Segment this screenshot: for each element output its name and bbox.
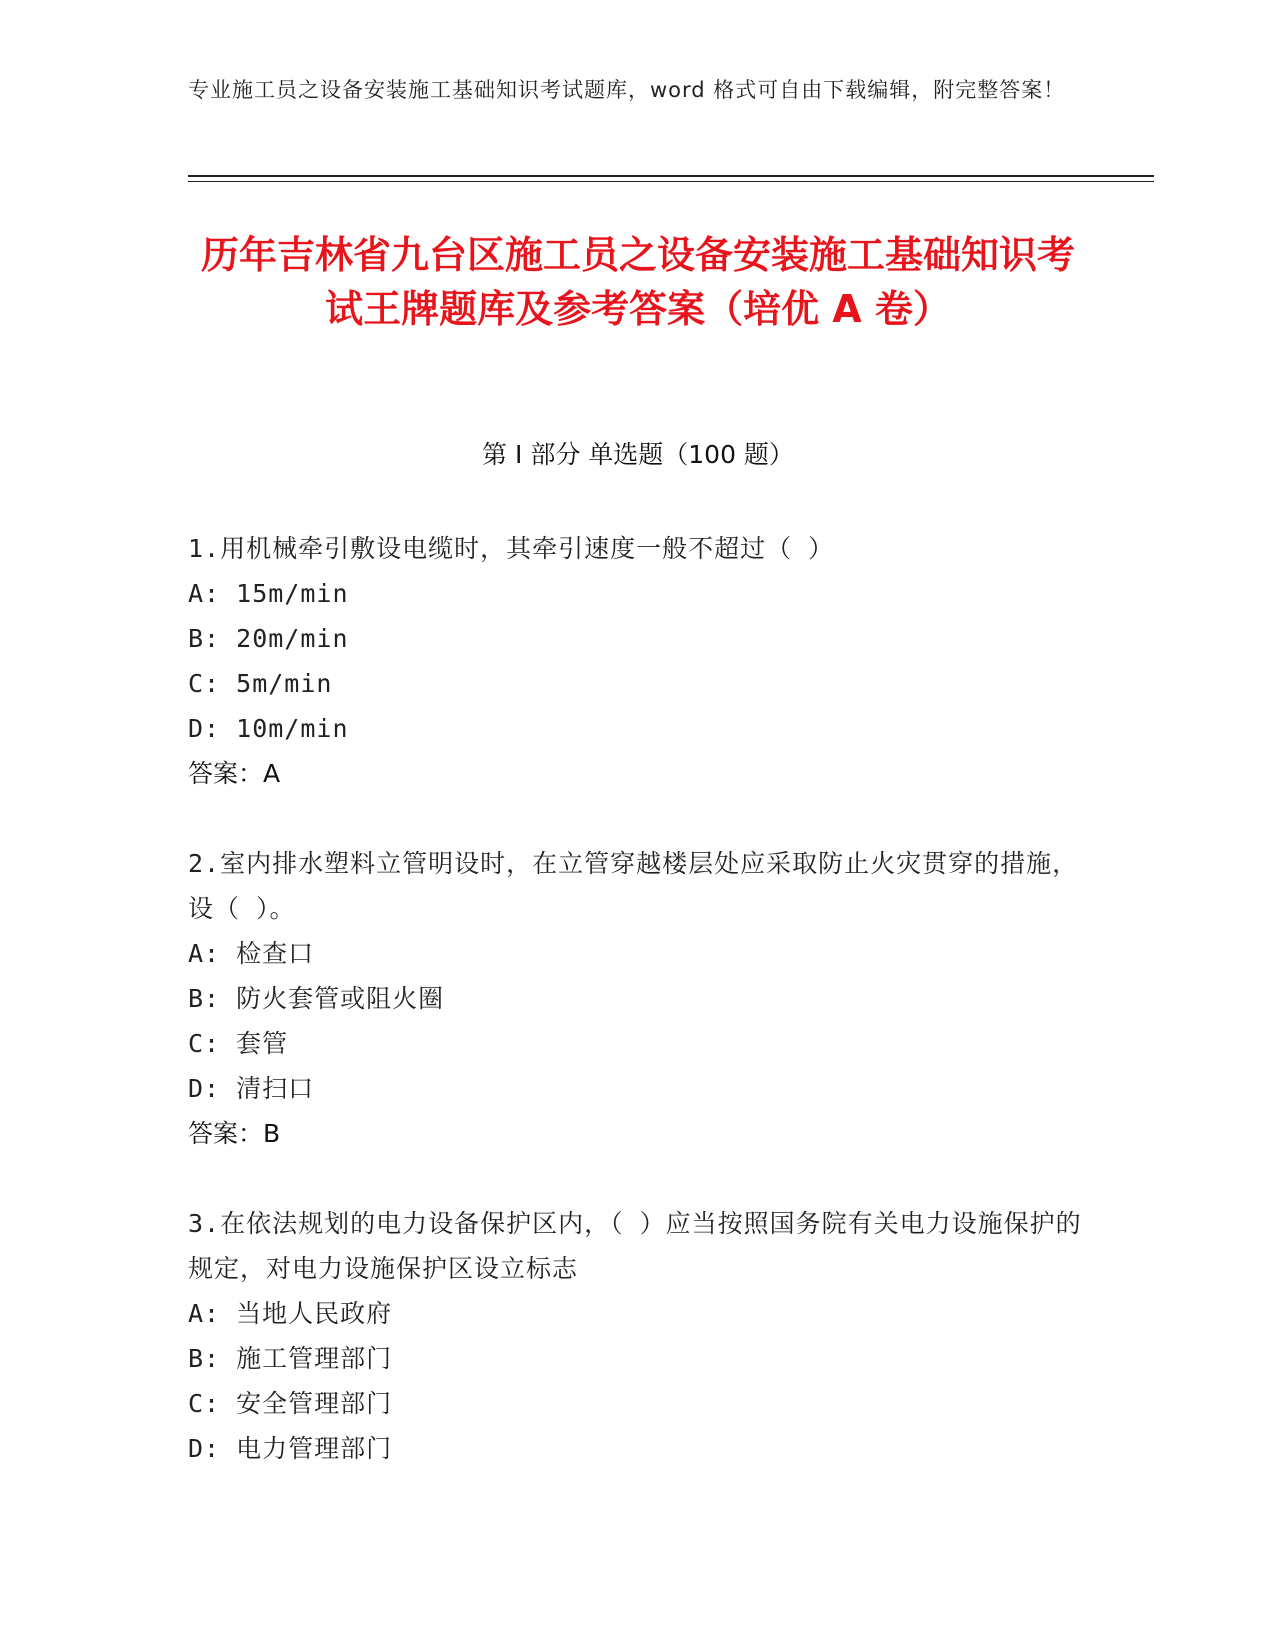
question-2 <box>188 841 1088 1156</box>
header-divider-thick <box>188 175 1154 177</box>
option-b: B: 施工管理部门 <box>188 1344 393 1373</box>
answer: 答案：A <box>188 759 281 788</box>
option-a: A: 检查口 <box>188 939 315 968</box>
option-c: C: 安全管理部门 <box>188 1389 393 1418</box>
option-a: A: 当地人民政府 <box>188 1299 393 1328</box>
question-stem: 1.用机械牵引敷设电缆时，其牵引速度一般不超过（ ） <box>188 534 835 563</box>
option-b: B: 20m/min <box>188 624 349 653</box>
answer: 答案：B <box>188 1119 281 1148</box>
option-b: B: 防火套管或阻火圈 <box>188 984 445 1013</box>
option-d: D: 清扫口 <box>188 1074 315 1103</box>
option-c: C: 5m/min <box>188 669 333 698</box>
option-a: A: 15m/min <box>188 579 349 608</box>
question-list <box>188 526 1088 1516</box>
question-1 <box>188 526 1088 796</box>
section-title: 第 I 部分 单选题（100 题） <box>482 440 794 469</box>
option-c: C: 套管 <box>188 1029 289 1058</box>
header-note: 专业施工员之设备安装施工基础知识考试题库，word 格式可自由下载编辑，附完整答案！ <box>188 78 1066 102</box>
question-stem: 2.室内排水塑料立管明设时，在立管穿越楼层处应采取防止火灾贯穿的措施，设（ ）。 <box>188 849 1079 923</box>
document-title: 历年吉林省九台区施工员之设备安装施工基础知识考试王牌题库及参考答案（培优 A 卷） <box>200 233 1075 331</box>
header-divider-thin <box>188 181 1154 182</box>
option-d: D: 10m/min <box>188 714 349 743</box>
question-3 <box>188 1201 1088 1471</box>
question-stem: 3.在依法规划的电力设备保护区内，（ ）应当按照国务院有关电力设施保护的规定，对电力设施保护区设立标志 <box>188 1209 1082 1283</box>
option-d: D: 电力管理部门 <box>188 1434 393 1463</box>
